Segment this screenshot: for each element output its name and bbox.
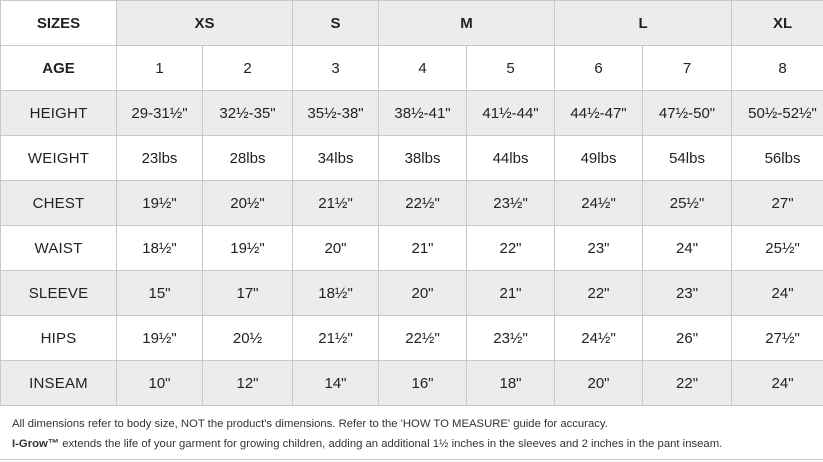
table-cell: 44lbs	[467, 136, 555, 181]
table-cell: 24"	[643, 226, 732, 271]
row-label-height: HEIGHT	[1, 91, 117, 136]
sizes-label: SIZES	[1, 1, 117, 46]
age-cell-3: 3	[293, 46, 379, 91]
age-cell-5: 5	[467, 46, 555, 91]
row-label-waist: WAIST	[1, 226, 117, 271]
size-notes	[0, 402, 823, 460]
table-cell: 54lbs	[643, 136, 732, 181]
table-cell: 19½"	[117, 181, 203, 226]
row-label-inseam: INSEAM	[1, 361, 117, 406]
table-cell: 25½"	[732, 226, 823, 271]
age-cell-1: 1	[117, 46, 203, 91]
table-cell: 35½-38"	[293, 91, 379, 136]
table-cell: 44½-47"	[555, 91, 643, 136]
table-cell: 18½"	[293, 271, 379, 316]
table-cell: 23"	[643, 271, 732, 316]
table-cell: 21½"	[293, 316, 379, 361]
age-cell-2: 2	[203, 46, 293, 91]
table-row-hips	[1, 316, 823, 361]
table-cell: 34lbs	[293, 136, 379, 181]
table-row-weight	[1, 136, 823, 181]
table-cell: 14"	[293, 361, 379, 406]
table-cell: 19½"	[117, 316, 203, 361]
note-dimensions: All dimensions refer to body size, NOT the product's dimensions. Refer to the 'HOW TO MEASURE' guide for accuracy.	[12, 418, 608, 430]
table-row-sleeve	[1, 271, 823, 316]
table-cell: 18½"	[117, 226, 203, 271]
table-cell: 22½"	[379, 316, 467, 361]
table-cell: 41½-44"	[467, 91, 555, 136]
table-cell: 23"	[555, 226, 643, 271]
table-cell: 22"	[467, 226, 555, 271]
table-cell: 20"	[555, 361, 643, 406]
size-table-body	[1, 1, 823, 406]
table-row-inseam	[1, 361, 823, 406]
table-cell: 24"	[732, 271, 823, 316]
table-cell: 24½"	[555, 316, 643, 361]
age-cell-4: 4	[379, 46, 467, 91]
table-cell: 27½"	[732, 316, 823, 361]
table-cell: 56lbs	[732, 136, 823, 181]
table-cell: 26"	[643, 316, 732, 361]
table-cell: 22½"	[379, 181, 467, 226]
table-cell: 20"	[379, 271, 467, 316]
table-row-chest	[1, 181, 823, 226]
table-cell: 18"	[467, 361, 555, 406]
table-cell: 21"	[379, 226, 467, 271]
table-cell: 21"	[467, 271, 555, 316]
size-header-xs: XS	[117, 1, 293, 46]
table-cell: 23½"	[467, 181, 555, 226]
igrow-brand: I-Grow™	[12, 438, 60, 450]
table-cell: 22"	[643, 361, 732, 406]
table-row-waist	[1, 226, 823, 271]
table-cell: 24½"	[555, 181, 643, 226]
table-cell: 47½-50"	[643, 91, 732, 136]
table-cell: 21½"	[293, 181, 379, 226]
table-cell: 25½"	[643, 181, 732, 226]
table-cell: 38lbs	[379, 136, 467, 181]
table-cell: 49lbs	[555, 136, 643, 181]
table-cell: 20"	[293, 226, 379, 271]
table-cell: 50½-52½"	[732, 91, 823, 136]
age-label: AGE	[1, 46, 117, 91]
table-cell: 15"	[117, 271, 203, 316]
table-cell: 17"	[203, 271, 293, 316]
table-cell: 10"	[117, 361, 203, 406]
size-header-s: S	[293, 1, 379, 46]
table-row-height	[1, 91, 823, 136]
table-cell: 38½-41"	[379, 91, 467, 136]
table-cell: 28lbs	[203, 136, 293, 181]
table-cell: 23½"	[467, 316, 555, 361]
table-cell: 27"	[732, 181, 823, 226]
row-label-hips: HIPS	[1, 316, 117, 361]
table-cell: 32½-35"	[203, 91, 293, 136]
age-row	[1, 46, 823, 91]
size-header-xl: XL	[732, 1, 823, 46]
size-header-m: M	[379, 1, 555, 46]
table-cell: 12"	[203, 361, 293, 406]
note-igrow	[12, 434, 811, 454]
table-cell: 16"	[379, 361, 467, 406]
row-label-sleeve: SLEEVE	[1, 271, 117, 316]
table-cell: 19½"	[203, 226, 293, 271]
row-label-weight: WEIGHT	[1, 136, 117, 181]
sizes-row	[1, 1, 823, 46]
table-cell: 20½"	[203, 181, 293, 226]
row-label-chest: CHEST	[1, 181, 117, 226]
table-cell: 24"	[732, 361, 823, 406]
table-cell: 20½	[203, 316, 293, 361]
igrow-description: extends the life of your garment for growing children, adding an additional 1½ inches in the sleeves and 2 inches in the pant inseam.	[59, 438, 723, 450]
table-cell: 23lbs	[117, 136, 203, 181]
age-cell-8: 8	[732, 46, 823, 91]
age-cell-6: 6	[555, 46, 643, 91]
table-cell: 22"	[555, 271, 643, 316]
table-cell: 29-31½"	[117, 91, 203, 136]
size-header-l: L	[555, 1, 732, 46]
age-cell-7: 7	[643, 46, 732, 91]
